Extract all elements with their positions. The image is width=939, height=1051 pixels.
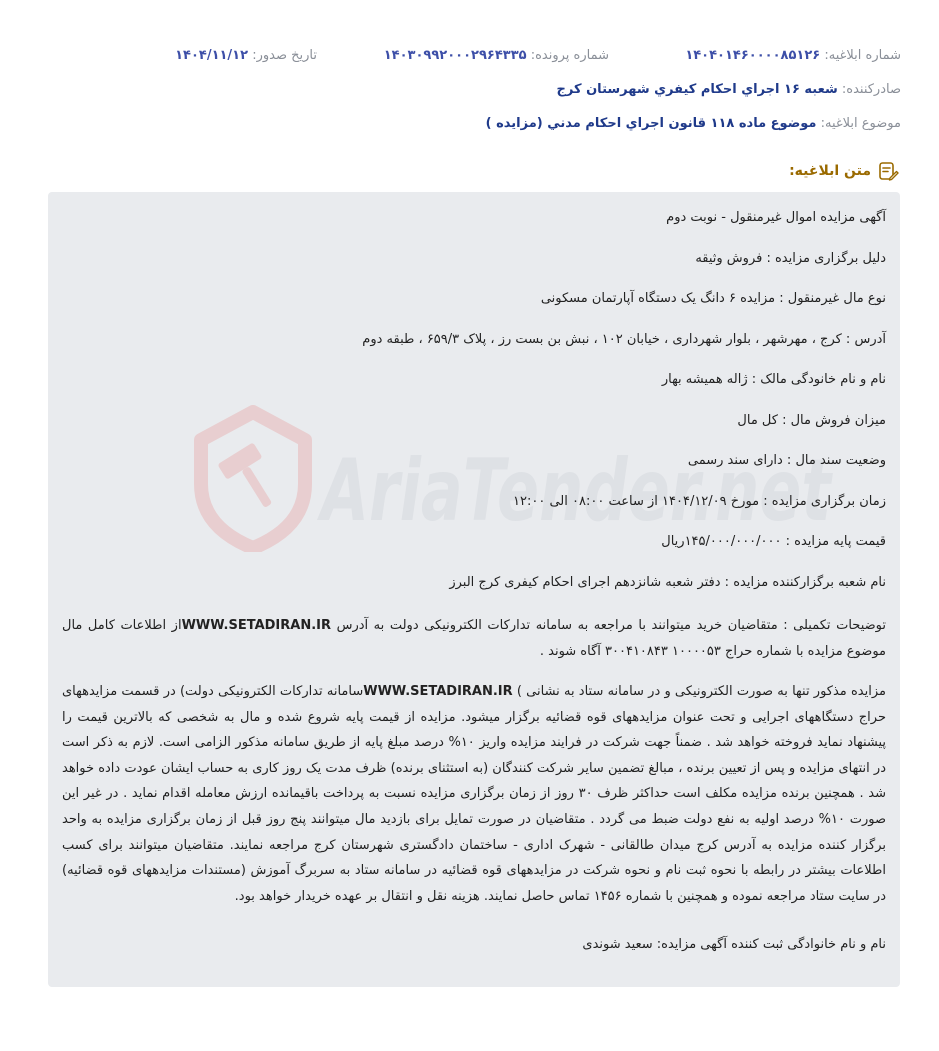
issuer-label: صادرکننده: [841, 82, 901, 97]
notice-line-property-type: نوع مال غیرمنقول : مزایده ۶ دانگ یک دستگاه آپارتمان مسکونی [540, 291, 886, 306]
setadiran-link[interactable]: WWW.SETADIRAN.IR [363, 684, 513, 699]
issuer [557, 82, 901, 97]
issue-date-value: ۱۴۰۴/۱۱/۱۲ [175, 48, 249, 63]
notice-number-value: ۱۴۰۴۰۱۴۶۰۰۰۰۸۵۱۲۶ [685, 48, 821, 63]
notice-content-box [48, 192, 900, 987]
notice-line-owner: نام و نام خانودگی مالک : ژاله همیشه بهار [661, 372, 886, 387]
notice-line-address: آدرس : کرج ، مهرشهر ، بلوار شهرداری ، خیابان ۱۰۲ ، نبش بن بست رز ، پلاک ۶۵۹/۳ ، طبقه دوم [362, 331, 886, 347]
subject-value: موضوع ماده ۱۱۸ قانون اجراي احكام مدني (مزايده ) [485, 116, 817, 131]
case-number-label: شماره پرونده: [530, 48, 609, 63]
case-number [384, 48, 609, 63]
notice-line-deed-status: وضعیت سند مال : دارای سند رسمی [687, 453, 886, 468]
notice-line-auction-time: زمان برگزاری مزایده : مورخ ۱۴۰۴/۱۲/۰۹ از ساعت ۰۸:۰۰ الی ۱۲:۰۰ [513, 493, 886, 509]
notice-line-branch: نام شعبه برگزارکننده مزایده : دفتر شعبه شانزدهم اجرای احکام کیفری کرج البرز [449, 574, 886, 590]
issuer-value: شعبه ۱۶ اجراي احكام كيفري شهرستان کرج [556, 82, 838, 97]
watermark-text: AriaTender.net [316, 441, 834, 541]
setadiran-link[interactable]: WWW.SETADIRAN.IR [181, 618, 332, 633]
notice-line-reason: دلیل برگزاری مزایده : فروش وثیقه [695, 250, 886, 266]
notice-number [685, 48, 901, 63]
issue-date [175, 48, 317, 63]
notice-body [62, 208, 886, 976]
notice-document-icon [877, 160, 899, 182]
supplementary-description: توضیحات تکمیلی : متقاضیان خرید میتوانند با مراجعه به سامانه تدارکات الکترونیکی دولت به آدرس WWW.SETADIRAN.IRاز اطلاعات کامل مال موضوع مزایده با شماره حراج ۱۰۰۰۰۵۳ ۳۰۰۴۱۰۸۴۳ آگاه شوند . [62, 618, 886, 659]
notice-text-title: متن ابلاغیه: [789, 163, 871, 179]
subject-label: موضوع ابلاغیه: [820, 116, 901, 131]
notice-line-base-price: قیمت پایه مزایده : ۱۴۵/۰۰۰/۰۰۰/۰۰۰ریال [661, 534, 886, 549]
notice-number-label: شماره ابلاغیه: [824, 48, 901, 63]
subject [486, 116, 901, 131]
notice-line-registrar: نام و نام خانوادگی ثبت کننده آگهی مزایده: سعید شوندی [582, 937, 886, 952]
case-number-value: ۱۴۰۳۰۹۹۲۰۰۰۲۹۶۴۳۳۵ [383, 48, 527, 63]
notice-line-title: آگهی مزایده اموال غیرمنقول - نوبت دوم [666, 210, 886, 225]
auction-conditions: مزایده مذکور تنها به صورت الکترونیکی و در سامانه ستاد به نشانی ) WWW.SETADIRAN.IRسامانه تدارکات الکترونیکی دولت) در قسمت مزایدههای حراج دستگاههای اجرایی و تحت عنوان مزایدههای قوه قضائیه برگزار میشود. مزایده از قیمت پایه شروع شده و مال به شخصی که بالاترین قیمت را پیشنهاد نماید فروخته خواهد شد . ضمناً جهت شرکت در فرایند مزایده واریز ۱۰% درصد مبلغ پایه از طریق سامانه مذکور الزامی است. لازم به ذکر است در انتهای مزایده و پس از تعیین برنده ، مبالغ تضمین سایر شرکت کنندگان (به استثنای برنده) ظرف مدت یک روز کاری به حساب ایشان عودت داده خواهد شد . همچنین برنده مزایده مکلف است حداکثر ظرف ۳۰ روز از زمان برگزاری مزایده نسبت به پرداخت باقیمانده ارزش معامله اقدام نماید . در غیر این صورت ۱۰% درصد اولیه به نفع دولت ضبط می گردد . متقاضیان در صورت تمایل برای بازدید مال میتوانند پنج روز قبل از زمان برگزاری مزایده به واحد برگزار کننده مزایده به آدرس کرج میدان طالقانی - شهرک اداری - ساختمان دادگستری شهرستان کرج مراجعه نمایند. متقاضیان میتوانند برای کسب اطلاعات بیشتر در رابطه با نحوه ثبت نام و نحوه شرکت در مزایدههای قوه قضائیه در سامانه ستاد به سربرگ آموزش (مستندات مزایدههای قوه قضائیه) در سایت ستاد مراجعه نموده و همچنین با شماره ۱۴۵۶ تماس حاصل نمایند. هزینه نقل و انتقال بر عهده خریدار خواهد بود. [62, 684, 887, 904]
notice-line-sale-amount: میزان فروش مال : کل مال [737, 412, 886, 428]
issue-date-label: تاریخ صدور: [252, 48, 317, 63]
notice-text-heading [789, 160, 899, 182]
